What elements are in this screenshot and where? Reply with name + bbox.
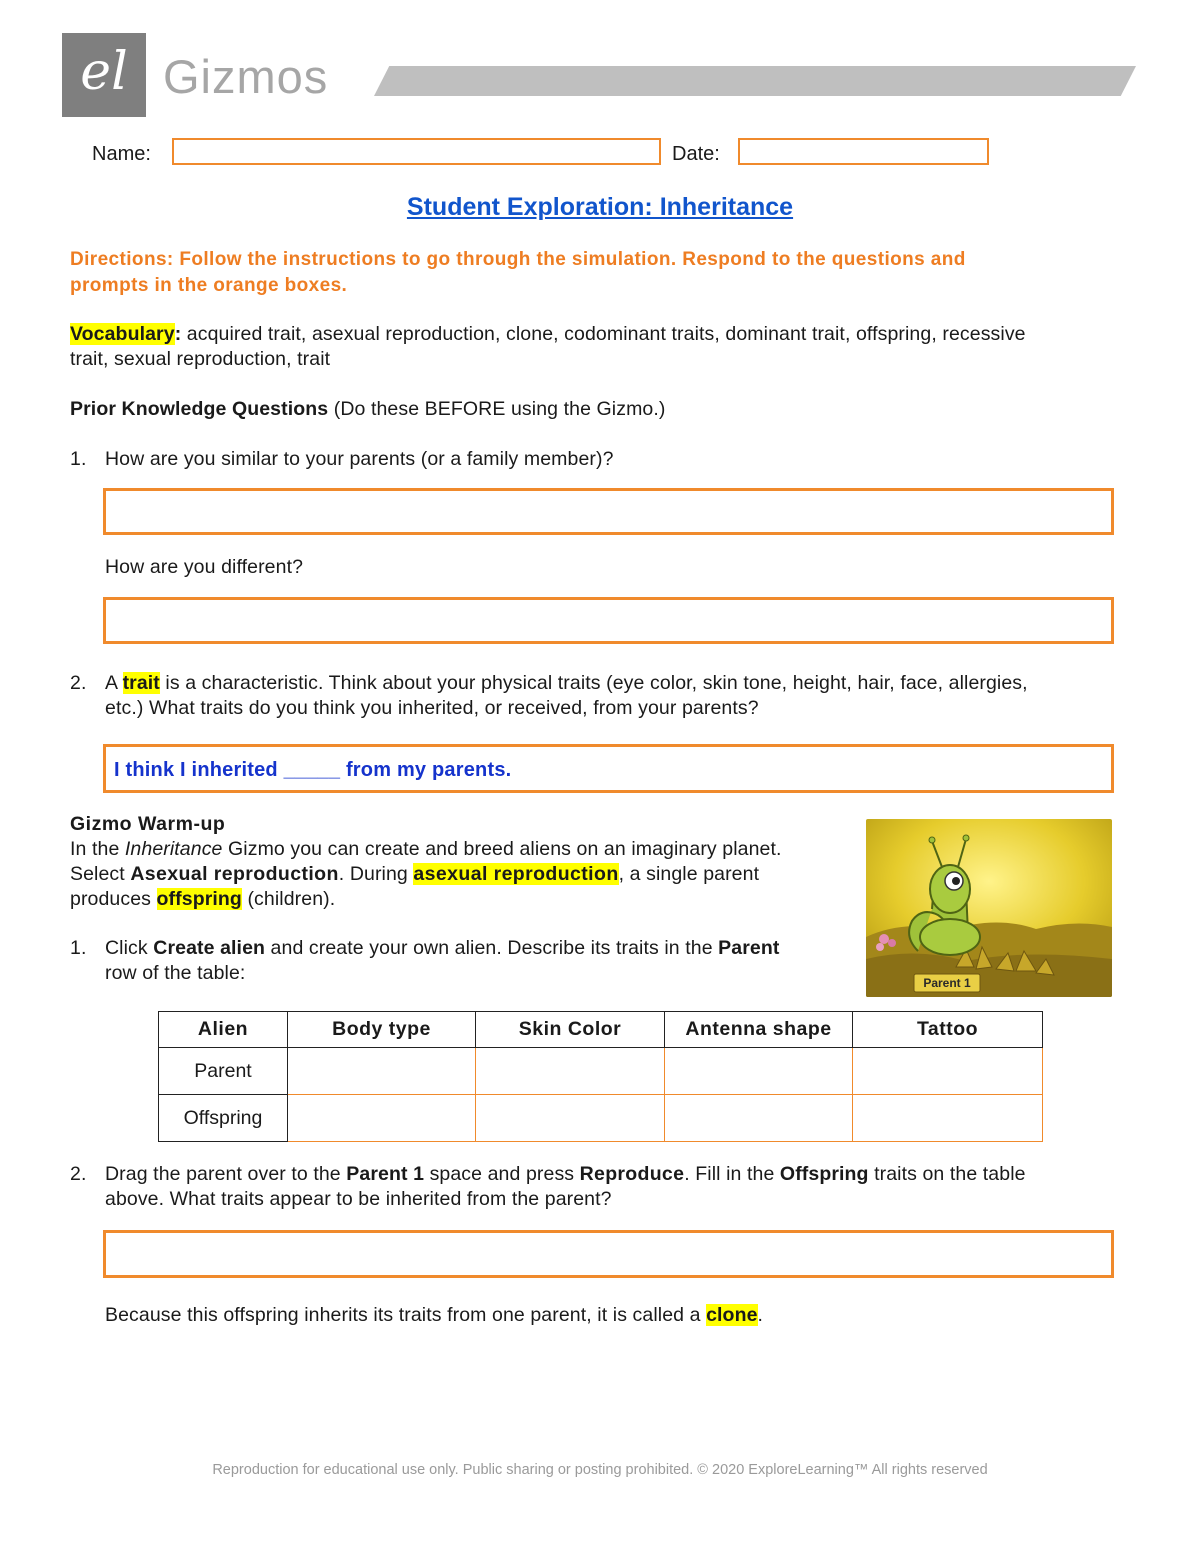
offspring-label: Offspring [779, 1163, 869, 1185]
pk-q2-answer-prompt[interactable]: I think I inherited _____ from my parents. [114, 759, 512, 781]
offspring-antenna-shape-cell[interactable] [665, 1095, 853, 1142]
create-alien-label: Create alien [153, 937, 266, 959]
parent-row-label: Parent [718, 937, 780, 959]
alien-screenshot-image [866, 819, 1112, 997]
trait-term: trait [122, 672, 160, 694]
pk-q2-b: is a characteristic. Think about your physical traits (eye color, skin tone, height, hair, face, allergies, [159, 672, 1028, 694]
warmup-p2-a: Select [70, 863, 131, 885]
col-header-alien: Alien [159, 1012, 288, 1048]
name-field[interactable] [172, 138, 661, 165]
clone-sentence [105, 1303, 763, 1328]
parent-antenna-shape-cell[interactable] [665, 1048, 853, 1095]
directions-line-1: Directions: Follow the instructions to go through the simulation. Respond to the questions and [70, 249, 966, 270]
page-title: Student Exploration: Inheritance [406, 193, 794, 221]
pk-q2-number: 2. [70, 672, 87, 694]
reproduce-label: Reproduce [579, 1163, 685, 1185]
table-row [159, 1048, 1043, 1095]
col-header-body-type: Body type [288, 1012, 476, 1048]
clone-sentence-a: Because this offspring inherits its traits from one parent, it is called a [105, 1304, 707, 1326]
warmup-q1-number: 1. [70, 937, 87, 959]
directions-line-2: prompts in the orange boxes. [70, 275, 348, 296]
prior-knowledge-heading [70, 397, 666, 422]
alien-traits-table [158, 1011, 1043, 1142]
warmup-q2-d: traits on the table [868, 1163, 1026, 1185]
asexual-reproduction-option: Asexual reproduction [130, 863, 339, 885]
prior-knowledge-title: Prior Knowledge Questions [70, 398, 329, 420]
pk-q2-line-2: etc.) What traits do you think you inherited, or received, from your parents? [105, 697, 759, 719]
warmup-p3-b: (children). [241, 888, 336, 910]
col-header-tattoo: Tattoo [853, 1012, 1043, 1048]
warmup-p2 [70, 862, 759, 887]
warmup-q2-number: 2. [70, 1163, 87, 1185]
warmup-heading: Gizmo Warm-up [70, 813, 226, 835]
pk-q1b-text: How are you different? [105, 556, 304, 578]
warmup-p2-b: . During [338, 863, 414, 885]
date-label: Date: [672, 143, 720, 165]
warmup-p1-b: Gizmo you can create and breed aliens on an imaginary planet. [222, 838, 782, 860]
clone-sentence-b: . [757, 1304, 764, 1326]
row-label-parent: Parent [159, 1048, 288, 1095]
vocabulary-terms-1: acquired trait, asexual reproduction, clone, codominant traits, dominant trait, offspring, recessive [181, 323, 1026, 345]
pk-q1-text: How are you similar to your parents (or a family member)? [105, 448, 614, 470]
warmup-q2-b: space and press [424, 1163, 580, 1185]
warmup-q1-line-2: row of the table: [105, 962, 246, 984]
warmup-p2-c: , a single parent [618, 863, 760, 885]
pk-q1-number: 1. [70, 448, 87, 470]
warmup-q1-a: Click [105, 937, 154, 959]
vocabulary-line-2: trait, sexual reproduction, trait [70, 348, 331, 370]
warmup-p1 [70, 837, 782, 862]
warmup-p3-a: produces [70, 888, 157, 910]
parent-body-type-cell[interactable] [288, 1048, 476, 1095]
date-field[interactable] [738, 138, 989, 165]
logo-glyph: el [80, 42, 128, 102]
row-label-offspring: Offspring [159, 1095, 288, 1142]
offspring-skin-color-cell[interactable] [476, 1095, 665, 1142]
offspring-tattoo-cell[interactable] [853, 1095, 1043, 1142]
warmup-p1-italic: Inheritance [124, 838, 223, 860]
clone-term: clone [706, 1304, 758, 1326]
warmup-q2-a: Drag the parent over to the [105, 1163, 347, 1185]
asexual-reproduction-term: asexual reproduction [413, 863, 619, 885]
warmup-q1-b: and create your own alien. Describe its traits in the [265, 937, 719, 959]
parent-1-image-label: Parent 1 [923, 976, 971, 990]
brand-name: Gizmos [163, 50, 329, 103]
pk-q1-different-answer-box[interactable] [103, 597, 1114, 644]
parent-tattoo-cell[interactable] [853, 1048, 1043, 1095]
warmup-q2-answer-box[interactable] [103, 1230, 1114, 1278]
table-header-row [159, 1012, 1043, 1048]
parent-1-space-label: Parent 1 [346, 1163, 425, 1185]
offspring-body-type-cell[interactable] [288, 1095, 476, 1142]
vocabulary-line-1 [70, 322, 1026, 347]
name-label: Name: [92, 143, 151, 165]
offspring-term: offspring [156, 888, 242, 910]
pk-q2-line-1 [105, 671, 1028, 696]
col-header-skin-color: Skin Color [476, 1012, 665, 1048]
footer-copyright: Reproduction for educational use only. Public sharing or posting prohibited. © 2020 ExploreLearning™ All rights reserved [212, 1462, 988, 1478]
col-header-antenna-shape: Antenna shape [665, 1012, 853, 1048]
warmup-q1-line-1 [105, 936, 779, 961]
table-row [159, 1095, 1043, 1142]
warmup-q2-line-1 [105, 1162, 1026, 1187]
pk-q1-similar-answer-box[interactable] [103, 488, 1114, 535]
warmup-p3 [70, 887, 335, 912]
warmup-q2-line-2: above. What traits appear to be inherited from the parent? [105, 1188, 612, 1210]
warmup-p1-a: In the [70, 838, 125, 860]
prior-knowledge-note: (Do these BEFORE using the Gizmo.) [328, 398, 666, 420]
vocabulary-colon: : [174, 323, 182, 345]
warmup-q2-c: . Fill in the [684, 1163, 780, 1185]
pk-q2-a: A [105, 672, 123, 694]
vocabulary-label: Vocabulary [70, 323, 175, 345]
header-bar [374, 66, 1136, 96]
parent-skin-color-cell[interactable] [476, 1048, 665, 1095]
